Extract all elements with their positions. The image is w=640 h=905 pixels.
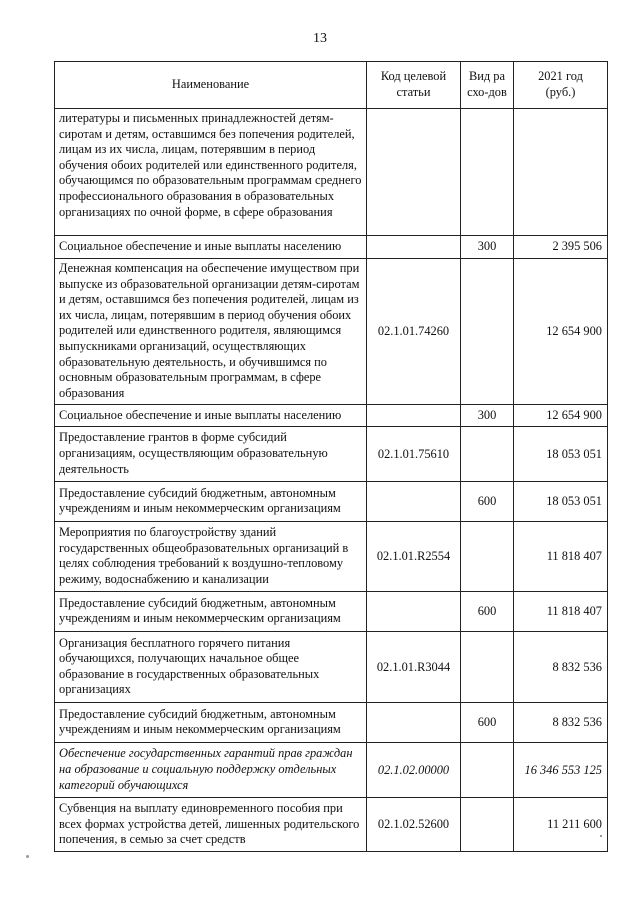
- table-row: [55, 522, 608, 592]
- row-type: 600: [461, 592, 514, 632]
- row-amount: 18 053 051: [514, 482, 608, 522]
- header-code: [367, 62, 461, 109]
- page-number: 13: [313, 31, 327, 46]
- table-row: [55, 236, 608, 259]
- header-code-text: Код целевой статьи: [380, 69, 447, 99]
- row-type: 600: [461, 482, 514, 522]
- row-name: Организация бесплатного горячего питания обучающихся, получающих начальное общее образование в государственных образовательных организациях: [55, 632, 367, 703]
- row-code: [367, 592, 461, 632]
- row-name: Социальное обеспечение и иные выплаты населению: [55, 236, 367, 259]
- row-code: [367, 703, 461, 743]
- row-code: [367, 109, 461, 236]
- row-code: 02.1.01.R2554: [367, 522, 461, 592]
- table-row: [55, 798, 608, 852]
- row-amount: 2 395 506: [514, 236, 608, 259]
- table-row: [55, 632, 608, 703]
- scan-dot: [26, 855, 29, 858]
- row-amount: [514, 109, 608, 236]
- row-code: 02.1.01.R3044: [367, 632, 461, 703]
- row-name: Предоставление субсидий бюджетным, автономным учреждениям и иным некоммерческим организациям: [55, 703, 367, 743]
- row-code: [367, 482, 461, 522]
- row-type: 300: [461, 236, 514, 259]
- row-code: [367, 405, 461, 427]
- row-amount: 11 818 407: [514, 522, 608, 592]
- row-code: [367, 236, 461, 259]
- row-type: 600: [461, 703, 514, 743]
- row-name: Предоставление грантов в форме субсидий организациям, осуществляющим образовательную деятельность: [55, 427, 367, 482]
- row-type: [461, 743, 514, 798]
- table-header-row: [55, 62, 608, 109]
- row-amount: 8 832 536: [514, 632, 608, 703]
- row-code: 02.1.01.74260: [367, 259, 461, 405]
- header-name: Наименование: [55, 62, 367, 109]
- header-type: [461, 62, 514, 109]
- table-row: [55, 259, 608, 405]
- row-name: Денежная компенсация на обеспечение имуществом при выпуске из образовательной организации детям-сиротам и детям, оставшимся без попечения родителей, лицам из их числа, лицам, потерявшим в период обучения обоих родителей или единственного родителя, являющимся выпускниками организаций, осуществляющих образовательную деятельность, и обучившимся по основным образовательным программам, в сфере образования: [55, 259, 367, 405]
- table-row: [55, 592, 608, 632]
- row-name: Социальное обеспечение и иные выплаты населению: [55, 405, 367, 427]
- row-amount: 12 654 900: [514, 259, 608, 405]
- row-type: [461, 259, 514, 405]
- row-amount: 12 654 900: [514, 405, 608, 427]
- row-name: Обеспечение государственных гарантий прав граждан на образование и социальную поддержку отдельных категорий обучающихся: [55, 743, 367, 798]
- row-type: [461, 427, 514, 482]
- header-amount: [514, 62, 608, 109]
- row-name: Субвенция на выплату единовременного пособия при всех формах устройства детей, лишенных родительского попечения, в семью за счет средств: [55, 798, 367, 852]
- row-type: [461, 109, 514, 236]
- table-row: [55, 405, 608, 427]
- table-row: [55, 109, 608, 236]
- row-amount: 11 818 407: [514, 592, 608, 632]
- table-row: [55, 703, 608, 743]
- row-code: 02.1.02.00000: [367, 743, 461, 798]
- table-row: [55, 482, 608, 522]
- row-name: Мероприятия по благоустройству зданий государственных общеобразовательных организаций в целях соблюдения требований к воздушно-тепловому режиму, водоснабжению и канализации: [55, 522, 367, 592]
- row-amount: 18 053 051: [514, 427, 608, 482]
- row-name: Предоставление субсидий бюджетным, автономным учреждениям и иным некоммерческим организациям: [55, 482, 367, 522]
- row-type: [461, 632, 514, 703]
- row-code: 02.1.01.75610: [367, 427, 461, 482]
- row-amount: 8 832 536: [514, 703, 608, 743]
- scan-dot: [600, 835, 602, 837]
- header-type-text: Вид расхо-дов: [467, 69, 507, 99]
- row-amount: 11 211 600: [514, 798, 608, 852]
- row-name: литературы и письменных принадлежностей детям-сиротам и детям, оставшимся без попечения родителей, лицам из их числа, лицам, потерявшим в период обучения обоих родителей или единственного родителя, обучающимся по образовательным программам среднего профессионального образования в образовательных организациях по очной форме, в сфере образования: [55, 109, 367, 236]
- row-type: [461, 798, 514, 852]
- table-row: [55, 743, 608, 798]
- row-code: 02.1.02.52600: [367, 798, 461, 852]
- row-amount: 16 346 553 125: [514, 743, 608, 798]
- budget-table: [54, 61, 608, 852]
- row-type: [461, 522, 514, 592]
- table-row: [55, 427, 608, 482]
- row-type: 300: [461, 405, 514, 427]
- header-amount-text: 2021 год (руб.): [538, 69, 583, 99]
- row-name: Предоставление субсидий бюджетным, автономным учреждениям и иным некоммерческим организациям: [55, 592, 367, 632]
